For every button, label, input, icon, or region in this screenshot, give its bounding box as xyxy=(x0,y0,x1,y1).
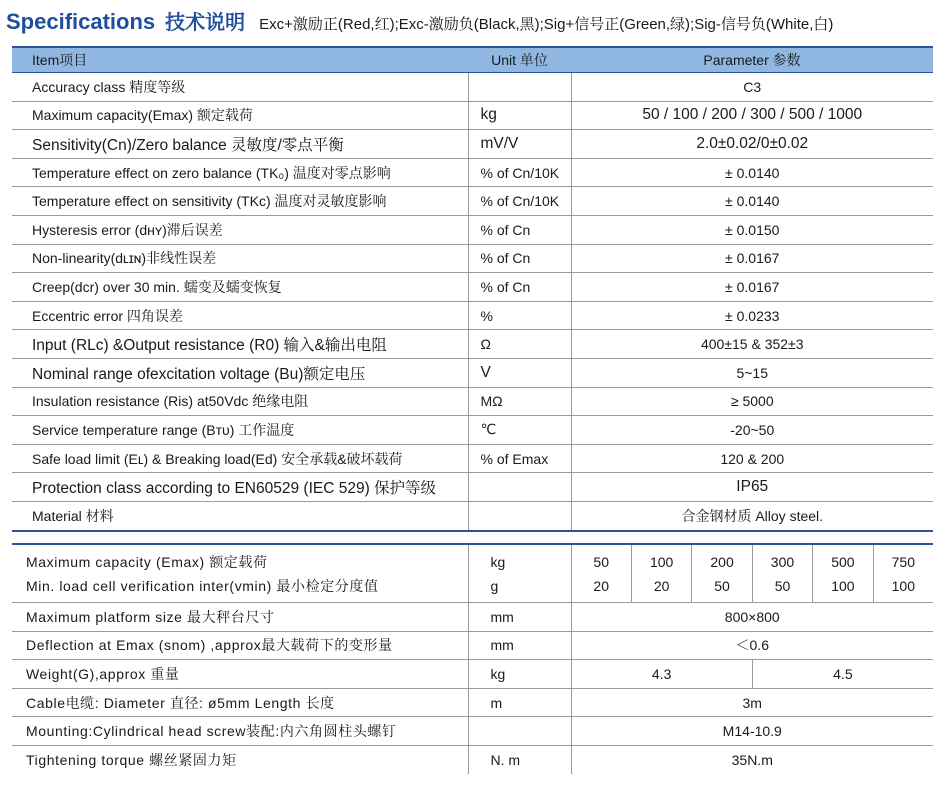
row-unit xyxy=(468,717,571,746)
table-row xyxy=(12,73,933,102)
capacity-unit: kg xyxy=(490,553,506,570)
capacity-values xyxy=(571,544,933,603)
capacity-column xyxy=(812,545,872,602)
row-unit: ℃ xyxy=(468,416,571,445)
row-item: Accuracy class 精度等级 xyxy=(12,73,468,102)
page-title: Specifications xyxy=(6,9,156,34)
row-item: Eccentric error 四角误差 xyxy=(12,301,468,330)
table-row xyxy=(12,244,933,273)
row-value: ≥ 5000 xyxy=(571,387,933,416)
weight-row xyxy=(12,660,933,689)
row-unit: % of Cn/10K xyxy=(468,158,571,187)
row-item: Maximum capacity(Emax) 额定载荷 xyxy=(12,101,468,130)
vmin-value: 20 xyxy=(653,577,670,594)
capacity-row xyxy=(12,544,933,603)
table-row xyxy=(12,717,933,746)
vmin-value: 100 xyxy=(831,577,855,594)
weight-values xyxy=(571,660,933,689)
table-row xyxy=(12,501,933,530)
row-value: 2.0±0.02/0±0.02 xyxy=(571,130,933,159)
spec-table-header xyxy=(12,47,933,73)
row-item: Sensitivity(Cn)/Zero balance 灵敏度/零点平衡 xyxy=(12,130,468,159)
spec-table xyxy=(12,46,933,532)
row-value: IP65 xyxy=(571,473,933,502)
row-item: Creep(dcr) over 30 min. 蠕变及蠕变恢复 xyxy=(12,273,468,302)
row-item: Hysteresis error (dʜʏ)滞后误差 xyxy=(12,215,468,244)
capacity-value: 200 xyxy=(710,553,734,570)
table-row xyxy=(12,101,933,130)
detail-table xyxy=(12,543,933,774)
row-unit: % of Cn xyxy=(468,215,571,244)
row-value: ± 0.0150 xyxy=(571,215,933,244)
vmin-value: 100 xyxy=(891,577,915,594)
row-unit: m xyxy=(468,688,571,717)
table-row xyxy=(12,603,933,632)
row-unit: mm xyxy=(468,631,571,660)
capacity-units xyxy=(468,544,571,603)
table-row xyxy=(12,358,933,387)
table-row xyxy=(12,745,933,773)
row-value: 3m xyxy=(571,688,933,717)
vmin-unit: g xyxy=(490,577,499,594)
page-title-row xyxy=(6,6,833,40)
row-unit: % of Cn xyxy=(468,244,571,273)
capacity-column xyxy=(691,545,751,602)
vmin-value: 20 xyxy=(593,577,609,594)
capacity-column xyxy=(873,545,933,602)
vmin-value: 50 xyxy=(774,577,791,594)
table-row xyxy=(12,187,933,216)
row-item: Tightening torque 螺丝紧固力矩 xyxy=(26,751,237,768)
row-unit: % of Cn xyxy=(468,273,571,302)
row-unit: MΩ xyxy=(468,387,571,416)
row-item: Input (RLc) &Output resistance (R0) 输入&输出电阻 xyxy=(12,330,468,359)
table-row xyxy=(12,444,933,473)
row-unit: kg xyxy=(468,101,571,130)
row-unit: % xyxy=(468,301,571,330)
header-item: Item项目 xyxy=(12,47,468,73)
wiring-legend: Exc+激励正(Red,红);Exc-激励负(Black,黑);Sig+信号正(Green,绿);Sig-信号负(White,白) xyxy=(259,16,834,33)
row-value: ± 0.0167 xyxy=(571,273,933,302)
row-value: 50 / 100 / 200 / 300 / 500 / 1000 xyxy=(571,101,933,130)
table-row xyxy=(12,273,933,302)
row-item: Safe load limit (Eʟ) & Breaking load(Ed) 安全承载&破坏载荷 xyxy=(12,444,468,473)
capacity-column xyxy=(631,545,691,602)
capacity-value: 500 xyxy=(831,553,855,570)
table-row xyxy=(12,158,933,187)
table-row xyxy=(12,130,933,159)
row-value: 800×800 xyxy=(571,603,933,632)
row-value: 35N.m xyxy=(571,745,933,773)
row-value: M14-10.9 xyxy=(571,717,933,746)
page-title-cn: 技术说明 xyxy=(165,12,246,34)
row-unit: Ω xyxy=(468,330,571,359)
row-unit xyxy=(468,473,571,502)
capacity-column xyxy=(752,545,812,602)
table-row xyxy=(12,387,933,416)
row-unit: mV/V xyxy=(468,130,571,159)
row-unit: kg xyxy=(468,660,571,689)
row-item: Temperature effect on sensitivity (TKc) 温度对灵敏度影响 xyxy=(12,187,468,216)
row-value: -20~50 xyxy=(571,416,933,445)
row-item: Protection class according to EN60529 (IEC 529) 保护等级 xyxy=(12,473,468,502)
row-item: Deflection at Emax (snom) ,approx最大载荷下的变形量 xyxy=(12,631,468,660)
row-unit: N. m xyxy=(468,745,571,773)
table-row xyxy=(12,631,933,660)
row-value: ± 0.0140 xyxy=(571,187,933,216)
row-item: Mounting:Cylindrical head screw装配:内六角圆柱头螺钉 xyxy=(12,717,468,746)
row-item: Service temperature range (Bᴛᴜ) 工作温度 xyxy=(12,416,468,445)
row-item: Cable电缆: Diameter 直径: ø5mm Length 长度 xyxy=(12,688,468,717)
row-item: Maximum platform size 最大秤台尺寸 xyxy=(12,603,468,632)
table-row xyxy=(12,330,933,359)
weight-value: 4.5 xyxy=(752,660,933,688)
row-value: ± 0.0233 xyxy=(571,301,933,330)
capacity-value: 100 xyxy=(649,553,674,570)
row-value: ＜0.6 xyxy=(571,631,933,660)
row-value: 合金钢材质 Alloy steel. xyxy=(571,501,933,530)
row-unit xyxy=(468,73,571,102)
row-unit: % of Cn/10K xyxy=(468,187,571,216)
table-row xyxy=(12,301,933,330)
capacity-value: 50 xyxy=(593,553,609,570)
row-value: ± 0.0167 xyxy=(571,244,933,273)
capacity-value: 300 xyxy=(770,553,795,570)
row-value: C3 xyxy=(571,73,933,102)
row-unit: % of Emax xyxy=(468,444,571,473)
row-value: 400±15 & 352±3 xyxy=(571,330,933,359)
table-row xyxy=(12,215,933,244)
row-item: Non-linearity(dʟɪɴ)非线性误差 xyxy=(12,244,468,273)
weight-value: 4.3 xyxy=(651,665,672,682)
vmin-value: 50 xyxy=(714,577,730,594)
vmin-label: Min. load cell verification inter(vmin) 最小检定分度值 xyxy=(26,577,379,594)
table-row xyxy=(12,688,933,717)
row-value: ± 0.0140 xyxy=(571,158,933,187)
row-unit: V xyxy=(468,358,571,387)
row-unit xyxy=(468,501,571,530)
table-row xyxy=(12,473,933,502)
capacity-value: 750 xyxy=(891,553,915,570)
row-item: Weight(G),approx 重量 xyxy=(12,660,468,689)
header-param: Parameter 参数 xyxy=(571,47,933,73)
row-value: 120 & 200 xyxy=(571,444,933,473)
row-item: Temperature effect on zero balance (TK₀) 温度对零点影响 xyxy=(12,158,468,187)
header-unit: Unit 单位 xyxy=(468,47,571,73)
row-item: Material 材料 xyxy=(12,501,468,530)
row-item: Insulation resistance (Ris) at50Vdc 绝缘电阻 xyxy=(12,387,468,416)
row-unit: mm xyxy=(468,603,571,632)
row-value: 5~15 xyxy=(571,358,933,387)
capacity-label: Maximum capacity (Emax) 额定载荷 xyxy=(26,553,268,570)
capacity-labels xyxy=(12,544,468,603)
capacity-column xyxy=(572,545,631,602)
row-item: Nominal range ofexcitation voltage (Bu)额定电压 xyxy=(12,358,468,387)
table-row xyxy=(12,416,933,445)
